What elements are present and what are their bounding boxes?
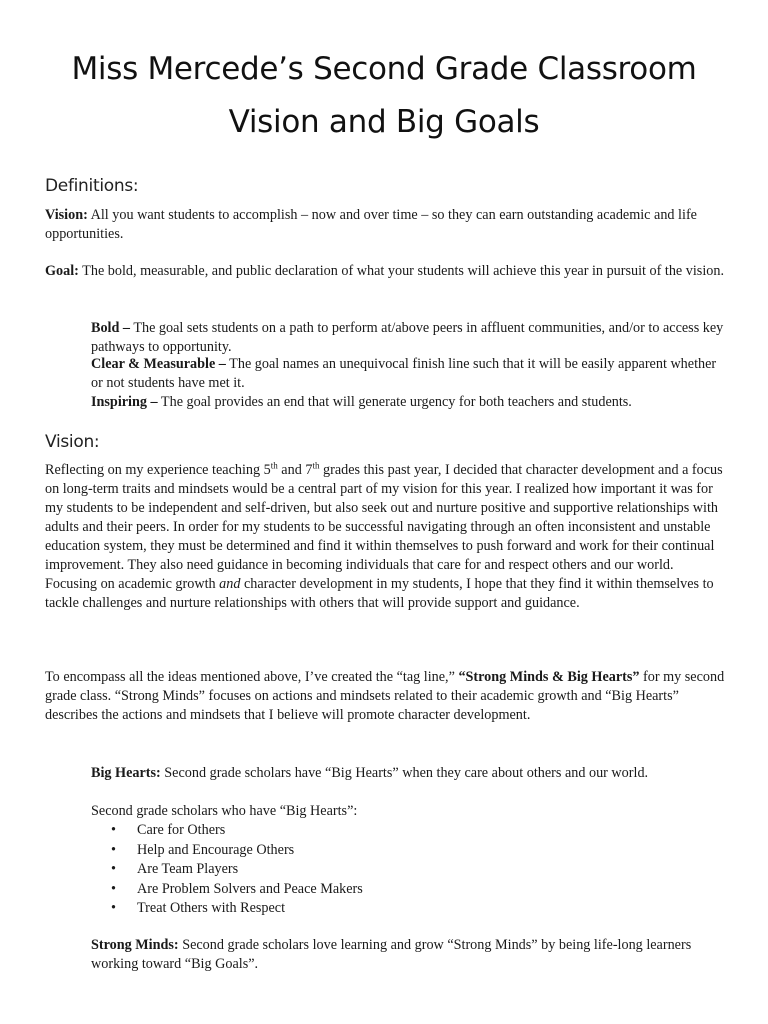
bold-criterion-label: Bold – [91, 320, 131, 336]
list-item: • Help and Encourage Others [91, 841, 363, 861]
goal-definition-text: The bold, measurable, and public declaration of what your students will achieve this year in pursuit of the vision. [78, 263, 724, 279]
vision-definition-label: Vision: [45, 207, 88, 223]
vision-p2-part-a: To encompass all the ideas mentioned above, I’ve created the “tag line,” [45, 669, 459, 685]
goal-definition [45, 262, 729, 281]
list-item: • Are Problem Solvers and Peace Makers [91, 880, 363, 900]
clear-measurable-label: Clear & Measurable – [91, 356, 226, 372]
vision-definition-text: All you want students to accomplish – now and over time – so they can earn outstanding academic and life opportunities. [45, 207, 697, 242]
inspiring-criterion [91, 393, 731, 412]
vision-p2-part-b: for my second grade class. “Strong Minds” focuses on actions and mindsets related to their academic growth and “Big Hearts” describes the actions and mindsets that I believe will promote character development. [45, 669, 725, 723]
vision-paragraph-1 [45, 461, 729, 613]
superscript-th: th [270, 460, 278, 471]
inspiring-criterion-label: Inspiring – [91, 394, 158, 410]
list-item: • Care for Others [91, 821, 363, 841]
vision-p1-part-d: character development in my students, I hope that they find it within themselves to tackle challenges and nurture relationships with others that will provide support and guidance. [45, 576, 714, 611]
vision-definition [45, 206, 729, 244]
big-hearts-list-intro: Second grade scholars who have “Big Hearts”: [91, 803, 358, 819]
definitions-heading: Definitions: [45, 176, 139, 196]
vision-p1-part-b: and 7 [277, 462, 313, 478]
vision-paragraph-2 [45, 668, 729, 725]
vision-p1-emphasis: and [219, 576, 241, 592]
strong-minds-definition [91, 936, 731, 974]
title-line-2: Vision and Big Goals [228, 104, 540, 140]
superscript-th: th [312, 460, 320, 471]
big-hearts-label: Big Hearts: [91, 765, 161, 781]
bold-criterion [91, 319, 731, 357]
clear-measurable-criterion [91, 355, 731, 393]
inspiring-criterion-text: The goal provides an end that will generate urgency for both teachers and students. [157, 394, 632, 410]
vision-p1-part-a: Reflecting on my experience teaching 5 [45, 462, 271, 478]
title-line-1: Miss Mercede’s Second Grade Classroom [71, 51, 697, 87]
list-item: • Are Team Players [91, 860, 363, 880]
strong-minds-text: Second grade scholars love learning and grow “Strong Minds” by being life-long learners working toward “Big Goals”. [91, 937, 692, 972]
vision-p1-part-c: grades this past year, I decided that character development and a focus on long-term traits and mindsets would be a central part of my vision for this year. I realized how important it was for my students to be independent and self-driven, but also seek out and nurture positive and supportive relationships with adults and their peers. In order for my students to be successful navigating through an often inconsistent and unstable education system, they must be determined and find it within themselves to push forward and work for their continual improvement. They also need guidance in becoming individuals that care for and respect others and our world. Focusing on academic growth [45, 462, 723, 592]
big-hearts-list [91, 821, 363, 919]
vision-heading: Vision: [45, 432, 100, 452]
clear-measurable-text: The goal names an unequivocal finish line such that it will be easily apparent whether or not students have met it. [91, 356, 717, 391]
strong-minds-label: Strong Minds: [91, 937, 179, 953]
goal-definition-label: Goal: [45, 263, 79, 279]
list-item: • Treat Others with Respect [91, 899, 363, 919]
big-hearts-definition [91, 764, 731, 783]
bold-criterion-text: The goal sets students on a path to perform at/above peers in affluent communities, and/or to access key pathways to opportunity. [91, 320, 724, 355]
tag-line: “Strong Minds & Big Hearts” [458, 669, 640, 685]
big-hearts-text: Second grade scholars have “Big Hearts” when they care about others and our world. [160, 765, 649, 781]
